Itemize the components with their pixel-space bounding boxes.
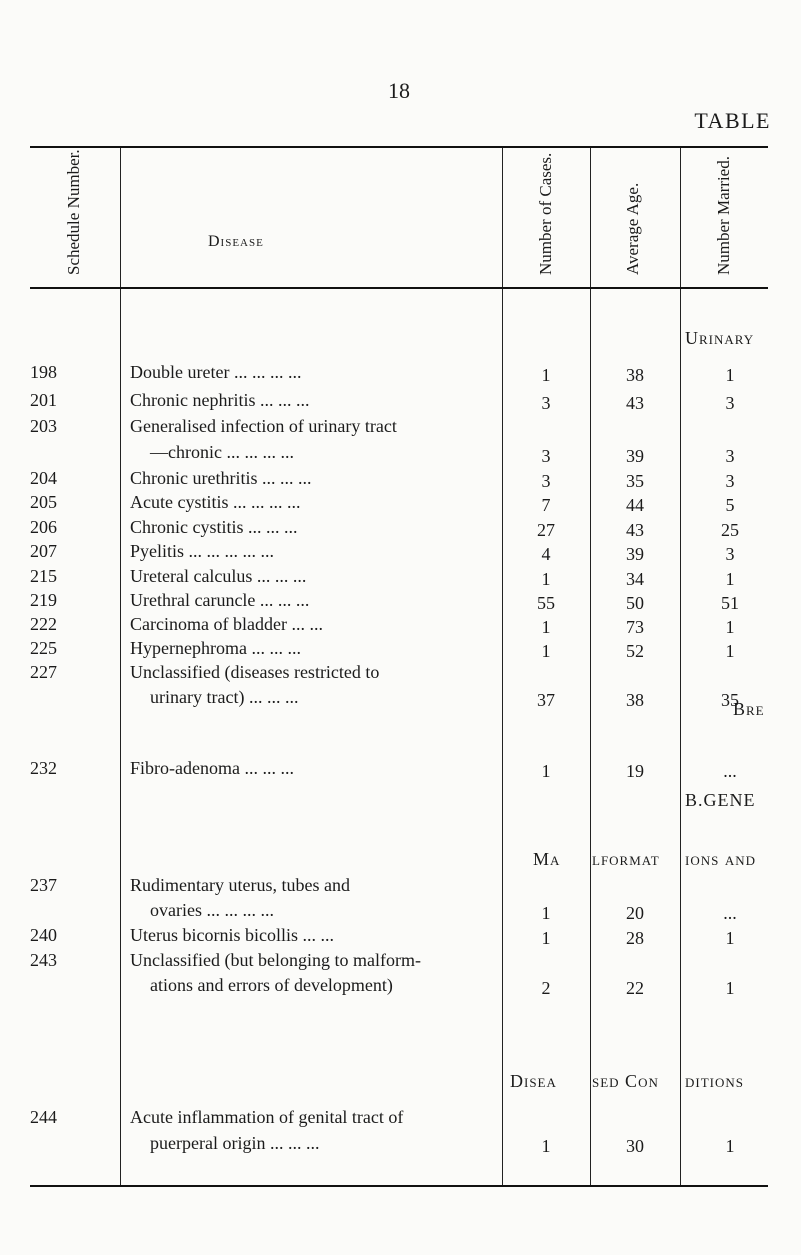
header-average-age: Average Age.: [623, 182, 642, 275]
disease-name: Generalised infection of urinary tract: [130, 416, 397, 436]
disease-name: Rudimentary uterus, tubes and: [130, 875, 350, 895]
schedule-number: 198: [30, 362, 57, 382]
disease-name: Double ureter ... ... ... ...: [130, 362, 302, 382]
schedule-number: 243: [30, 950, 57, 970]
average-age: 43: [626, 520, 644, 540]
disease-name: Chronic nephritis ... ... ...: [130, 390, 310, 410]
header-number-of-cases: Number of Cases.: [536, 152, 555, 275]
header-col-sep: [680, 148, 681, 287]
cases-count: 1: [541, 928, 551, 948]
married-count: 1: [725, 569, 735, 589]
disease-name: Chronic urethritis ... ... ...: [130, 468, 312, 488]
married-count: 1: [725, 978, 735, 998]
schedule-number: 232: [30, 758, 57, 778]
section-diseased-b: sed Con: [592, 1071, 659, 1091]
cases-count: 3: [541, 471, 551, 491]
average-age: 19: [626, 761, 644, 781]
cases-count: 3: [541, 393, 551, 413]
disease-name-continued: urinary tract) ... ... ...: [150, 687, 299, 707]
table-title: TABLE: [694, 108, 771, 133]
schedule-number: 203: [30, 416, 57, 436]
disease-name: Acute cystitis ... ... ... ...: [130, 492, 301, 512]
schedule-number: 205: [30, 492, 57, 512]
average-age: 73: [626, 617, 644, 637]
disease-name: Ureteral calculus ... ... ...: [130, 566, 307, 586]
header-col-sep: [590, 148, 591, 287]
married-count: 1: [725, 365, 735, 385]
header-rule: [30, 287, 768, 289]
schedule-number: 222: [30, 614, 57, 634]
disease-name: Uterus bicornis bicollis ... ...: [130, 925, 334, 945]
married-count: 1: [725, 617, 735, 637]
average-age: 38: [626, 690, 644, 710]
average-age: 52: [626, 641, 644, 661]
section-malformations-c: ions and: [685, 849, 756, 869]
married-count: ...: [723, 903, 737, 923]
schedule-number: 219: [30, 590, 57, 610]
bottom-rule: [30, 1185, 768, 1187]
average-age: 35: [626, 471, 644, 491]
cases-count: 1: [541, 1136, 551, 1156]
married-count: 1: [725, 928, 735, 948]
section-b-gene: B.GENE: [685, 790, 756, 810]
average-age: 50: [626, 593, 644, 613]
married-count: 1: [725, 641, 735, 661]
schedule-number: 240: [30, 925, 57, 945]
average-age: 28: [626, 928, 644, 948]
disease-name: Hypernephroma ... ... ...: [130, 638, 301, 658]
disease-name: Pyelitis ... ... ... ... ...: [130, 541, 275, 561]
header-col-sep: [120, 148, 121, 287]
section-malformations-b: lformat: [592, 849, 660, 869]
average-age: 22: [626, 978, 644, 998]
average-age: 20: [626, 903, 644, 923]
cases-count: 3: [541, 446, 551, 466]
disease-name: Unclassified (diseases restricted to: [130, 662, 380, 682]
married-count: 3: [725, 393, 735, 413]
header-disease: Disease: [208, 233, 264, 250]
cases-count: 55: [537, 593, 555, 613]
section-urinary: Urinary: [685, 328, 755, 348]
top-rule: [30, 146, 768, 148]
schedule-number: 237: [30, 875, 57, 895]
average-age: 44: [626, 495, 644, 515]
cases-count: 1: [541, 569, 551, 589]
cases-count: 1: [541, 617, 551, 637]
schedule-number: 227: [30, 662, 57, 682]
disease-name-continued: ations and errors of development): [150, 975, 393, 995]
disease-name: Fibro-adenoma ... ... ...: [130, 758, 294, 778]
body-col-sep: [502, 289, 503, 1185]
header-schedule-number: Schedule Number.: [64, 149, 83, 275]
schedule-number: 207: [30, 541, 57, 561]
average-age: 39: [626, 446, 644, 466]
cases-count: 1: [541, 761, 551, 781]
body-col-sep: [120, 289, 121, 1185]
schedule-number: 244: [30, 1107, 57, 1127]
cases-count: 2: [541, 978, 551, 998]
schedule-number: 204: [30, 468, 57, 488]
schedule-number: 206: [30, 517, 57, 537]
married-count: ...: [723, 761, 737, 781]
page-number: 18: [388, 78, 410, 103]
average-age: 43: [626, 393, 644, 413]
section-diseased-c: ditions: [685, 1071, 744, 1091]
body-col-sep: [590, 289, 591, 1185]
married-count: 5: [725, 495, 735, 515]
cases-count: 1: [541, 903, 551, 923]
disease-name: Unclassified (but belonging to malform-: [130, 950, 421, 970]
married-count: 51: [721, 593, 739, 613]
disease-name: Acute inflammation of genital tract of: [130, 1107, 404, 1127]
disease-name-continued: ovaries ... ... ... ...: [150, 900, 274, 920]
section-diseased-a: Disea: [510, 1071, 557, 1091]
schedule-number: 215: [30, 566, 57, 586]
average-age: 34: [626, 569, 644, 589]
cases-count: 1: [541, 365, 551, 385]
body-col-sep: [680, 289, 681, 1185]
disease-name: Carcinoma of bladder ... ...: [130, 614, 323, 634]
cases-count: 1: [541, 641, 551, 661]
section-breast: Bre: [733, 699, 765, 719]
married-count: 3: [725, 446, 735, 466]
average-age: 38: [626, 365, 644, 385]
married-count: 35: [721, 690, 739, 710]
married-count: 3: [725, 471, 735, 491]
schedule-number: 225: [30, 638, 57, 658]
schedule-number: 201: [30, 390, 57, 410]
disease-name-continued: —chronic ... ... ... ...: [150, 442, 294, 462]
cases-count: 27: [537, 520, 555, 540]
disease-name: Urethral caruncle ... ... ...: [130, 590, 310, 610]
header-number-married: Number Married.: [714, 156, 733, 275]
cases-count: 7: [541, 495, 551, 515]
married-count: 25: [721, 520, 739, 540]
average-age: 30: [626, 1136, 644, 1156]
married-count: 1: [725, 1136, 735, 1156]
disease-name-continued: puerperal origin ... ... ...: [150, 1133, 320, 1153]
married-count: 3: [725, 544, 735, 564]
cases-count: 37: [537, 690, 555, 710]
average-age: 39: [626, 544, 644, 564]
disease-name: Chronic cystitis ... ... ...: [130, 517, 298, 537]
cases-count: 4: [541, 544, 551, 564]
section-malformations-a: Ma: [533, 849, 561, 869]
header-col-sep: [502, 148, 503, 287]
